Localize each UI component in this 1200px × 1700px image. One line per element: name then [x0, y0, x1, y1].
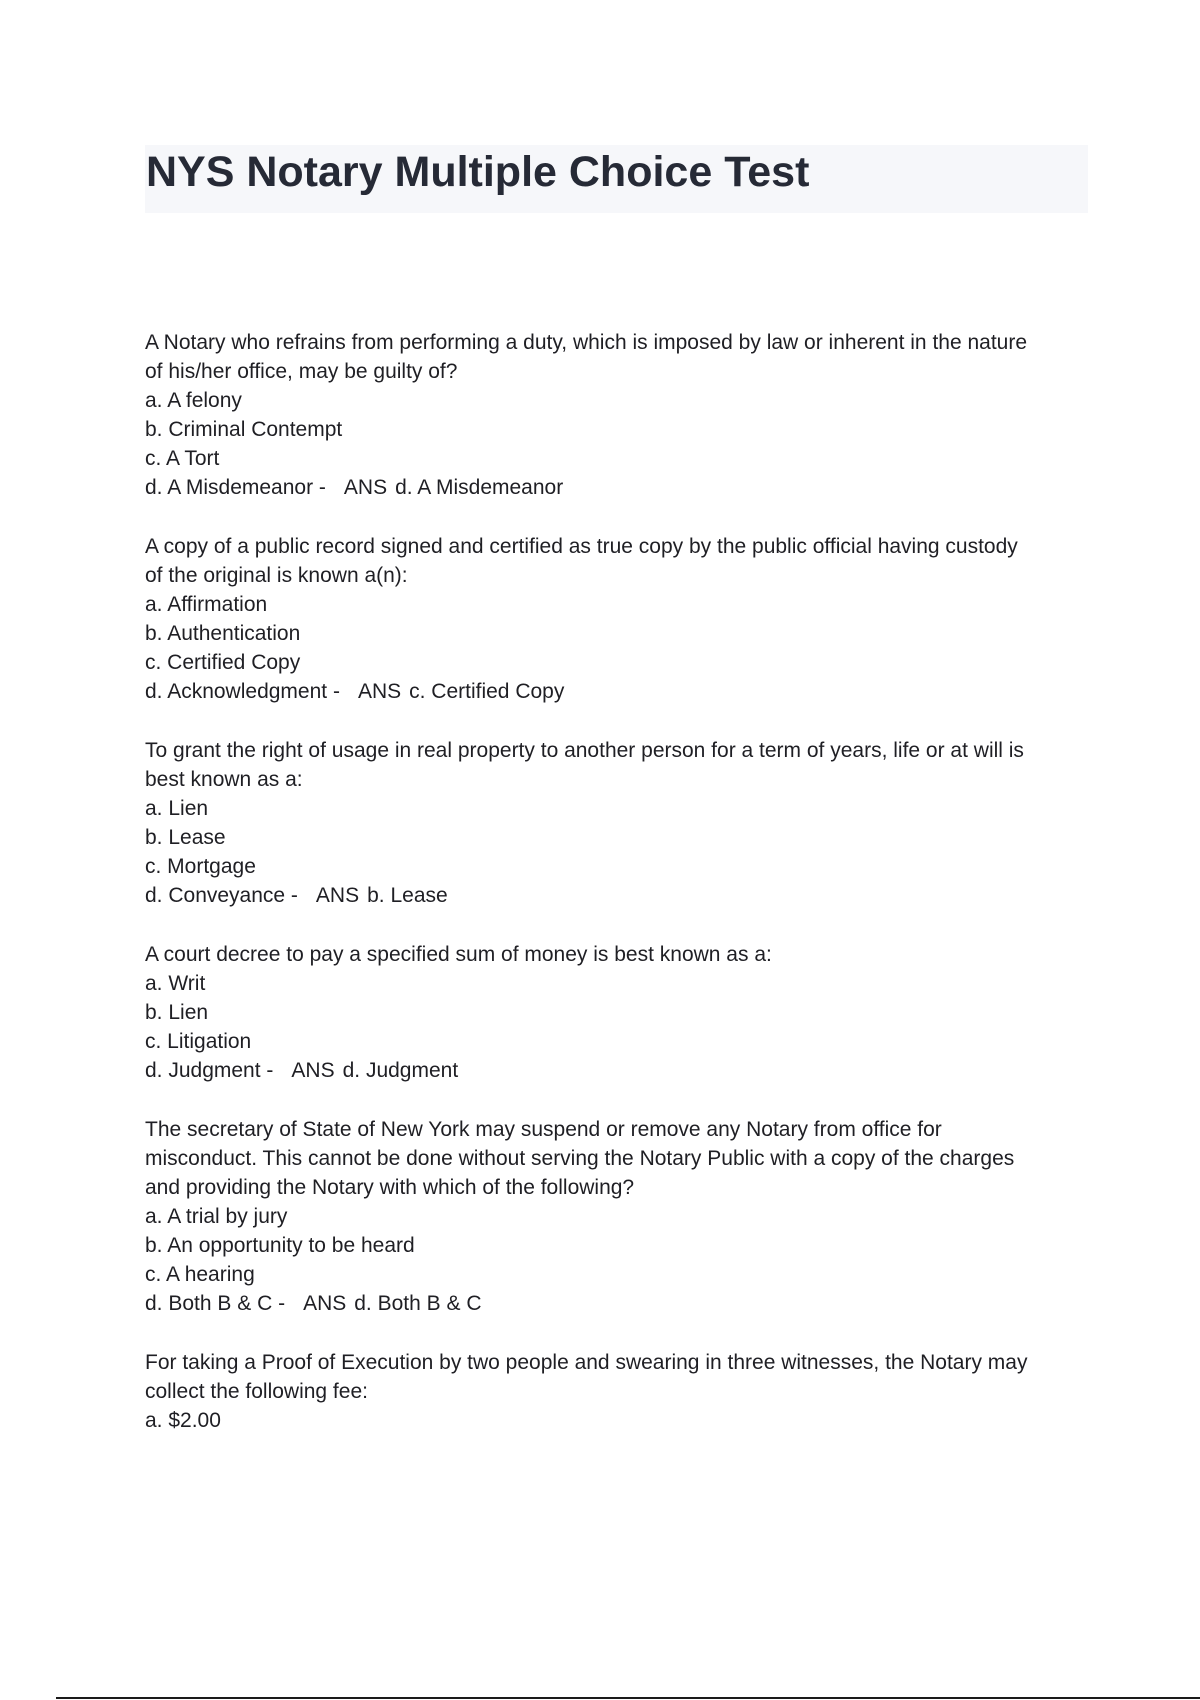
answer-option-b: b. Lease [145, 826, 226, 849]
question-prompt-line: of the original is known a(n): [145, 564, 408, 587]
question-prompt-line: To grant the right of usage in real property to another person for a term of years, life or at will is [145, 739, 1024, 762]
answer-key-label: ANS [343, 476, 388, 499]
answer-option-a: a. Lien [145, 797, 209, 820]
question-5 [145, 1115, 1090, 1318]
answer-option-d: d. A Misdemeanor - [145, 476, 326, 499]
answer-key-value: d. Both B & C [354, 1292, 482, 1315]
question-prompt-line: A Notary who refrains from performing a duty, which is imposed by law or inherent in the nature [145, 331, 1028, 354]
answer-key-label: ANS [291, 1059, 335, 1082]
answer-option-b: b. Lien [145, 1001, 209, 1024]
answer-key-value: d. Judgment [342, 1059, 459, 1082]
answer-option-d: d. Acknowledgment - [145, 680, 340, 703]
answer-option-c: c. Certified Copy [145, 651, 301, 674]
answer-option-c: c. A hearing [145, 1263, 255, 1286]
question-prompt-line: collect the following fee: [145, 1380, 368, 1403]
answer-key-label: ANS [315, 884, 360, 907]
question-1 [145, 328, 1090, 502]
answer-option-d-with-key [145, 677, 1090, 706]
question-4 [145, 940, 1090, 1085]
answer-option-b: b. Authentication [145, 622, 301, 645]
answer-option-a: a. $2.00 [145, 1409, 221, 1432]
answer-key-label: ANS [357, 680, 402, 703]
question-3 [145, 736, 1090, 910]
answer-option-d-with-key [145, 473, 1090, 502]
answer-option-b: b. Criminal Contempt [145, 418, 343, 441]
question-prompt-line: A copy of a public record signed and certified as true copy by the public official having custody [145, 535, 1018, 558]
answer-key-label: ANS [303, 1292, 347, 1315]
question-prompt-line: and providing the Notary with which of the following? [145, 1176, 635, 1199]
answer-key-value: c. Certified Copy [409, 680, 565, 703]
answer-option-c: c. Litigation [145, 1030, 252, 1053]
question-prompt-line: The secretary of State of New York may suspend or remove any Notary from office for [145, 1118, 942, 1141]
page-title: NYS Notary Multiple Choice Test [146, 148, 810, 196]
answer-option-a: a. A felony [145, 389, 242, 412]
answer-option-d: d. Judgment - [145, 1059, 274, 1082]
answer-option-c: c. A Tort [145, 447, 220, 470]
answer-option-b: b. An opportunity to be heard [145, 1234, 415, 1257]
answer-option-d: d. Both B & C - [145, 1292, 286, 1315]
question-prompt-line: A court decree to pay a specified sum of money is best known as a: [145, 943, 772, 966]
answer-key-value: b. Lease [367, 884, 448, 907]
answer-option-a: a. A trial by jury [145, 1205, 288, 1228]
question-prompt-line: For taking a Proof of Execution by two people and swearing in three witnesses, the Notary may [145, 1351, 1028, 1374]
question-list [145, 328, 1090, 1465]
answer-option-d-with-key [145, 1056, 1090, 1085]
answer-option-a: a. Affirmation [145, 593, 268, 616]
question-prompt-line: best known as a: [145, 768, 303, 791]
answer-option-d-with-key [145, 881, 1090, 910]
question-prompt-line: misconduct. This cannot be done without serving the Notary Public with a copy of the charges [145, 1147, 1015, 1170]
question-2 [145, 532, 1090, 706]
page-bottom-rule [56, 1697, 1200, 1699]
answer-option-a: a. Writ [145, 972, 206, 995]
answer-option-d-with-key [145, 1289, 1090, 1318]
answer-option-d: d. Conveyance - [145, 884, 298, 907]
answer-key-value: d. A Misdemeanor [395, 476, 564, 499]
answer-option-c: c. Mortgage [145, 855, 256, 878]
question-6 [145, 1348, 1090, 1435]
question-prompt-line: of his/her office, may be guilty of? [145, 360, 458, 383]
